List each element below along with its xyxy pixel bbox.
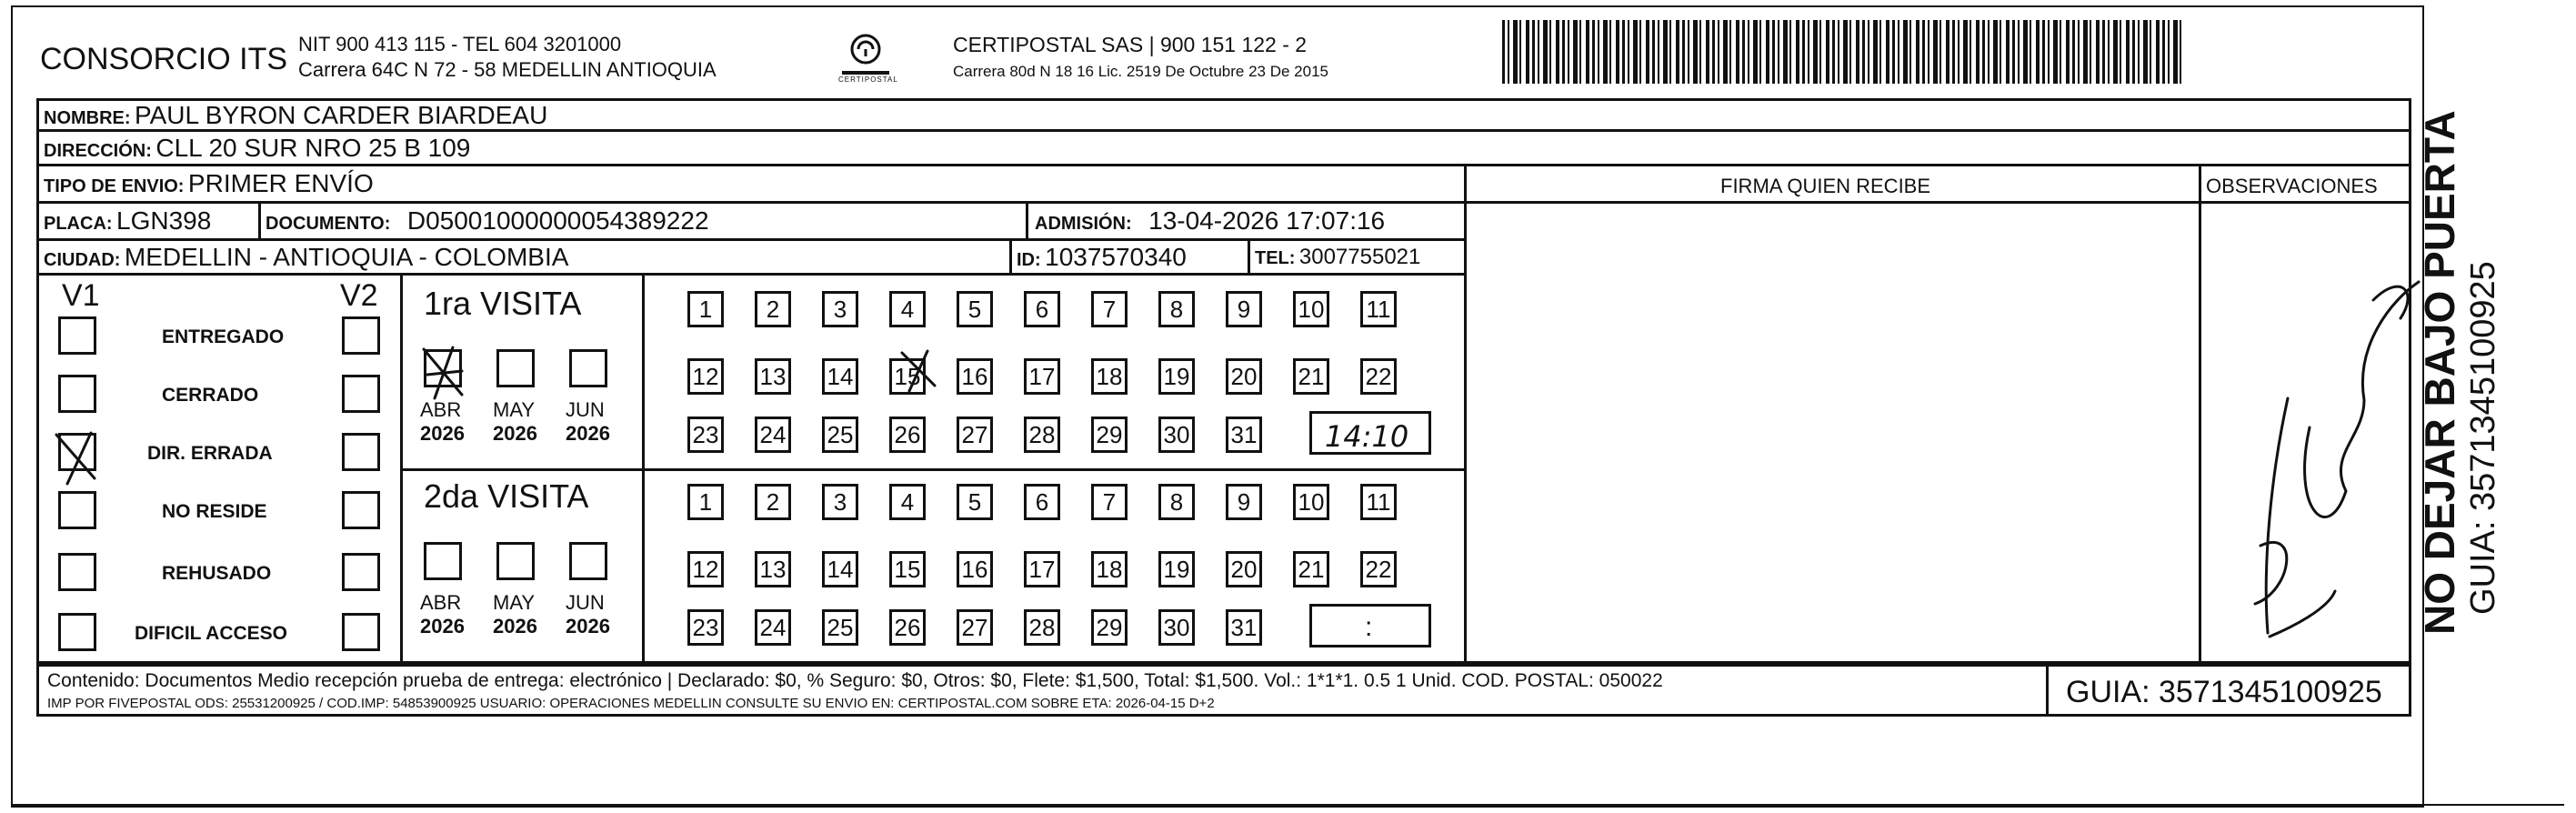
second-visit-day: 6 (1024, 484, 1060, 520)
first-visit-day: 7 (1091, 291, 1128, 327)
first-visit-day: 11 (1360, 291, 1397, 327)
first-visit-day: 20 (1226, 358, 1262, 395)
first-visit-day: 13 (755, 358, 791, 395)
v1-label: V1 (62, 278, 100, 313)
id-value: 1037570340 (1045, 243, 1187, 271)
logo-caption: CERTIPOSTAL (838, 75, 898, 84)
second-visit-day: 8 (1158, 484, 1195, 520)
second-visit-day: 20 (1226, 551, 1262, 587)
year-label: 2026 (566, 422, 610, 445)
tel-value: 3007755021 (1298, 245, 1421, 269)
second-visit-day: 21 (1293, 551, 1329, 587)
month-label: ABR (420, 398, 462, 421)
first-visit-day: 4 (889, 291, 926, 327)
first-visit-day: 19 (1158, 358, 1195, 395)
month-label: JUN (566, 398, 605, 421)
month-label: MAY (493, 591, 536, 614)
first-visit-day: 28 (1024, 417, 1060, 453)
second-visit-day: 23 (687, 609, 724, 646)
first-visit-day: 23 (687, 417, 724, 453)
year-label: 2026 (493, 422, 537, 445)
ciudad-value: MEDELLIN - ANTIOQUIA - COLOMBIA (124, 243, 569, 271)
first-visit-day: 2 (755, 291, 791, 327)
footer-line2: IMP POR FIVEPOSTAL ODS: 25531200925 / COD.IMP: 54853900925 USUARIO: OPERACIONES MEDELLIN CONSULTE SU ENVIO EN: CERTIPOSTAL.COM SOBRE ETA: 2026-04-15 D+2 (47, 696, 1215, 711)
placa-label: PLACA: (44, 214, 113, 234)
second-visit-day: 28 (1024, 609, 1060, 646)
tipo-label: TIPO DE ENVIO: (44, 176, 185, 196)
first-visit-day: 15 (889, 358, 926, 395)
documento-value: D05001000000054389222 (406, 206, 709, 235)
first-visit-day: 17 (1024, 358, 1060, 395)
second-visit-day: 13 (755, 551, 791, 587)
second-visit-day: 12 (687, 551, 724, 587)
company-nit: NIT 900 413 115 - TEL 604 3201000 (298, 33, 622, 55)
second-visit-day: 7 (1091, 484, 1128, 520)
v2-label: V2 (340, 278, 378, 313)
documento-label: DOCUMENTO: (266, 214, 391, 234)
first-visit-day: 12 (687, 358, 724, 395)
month-label: MAY (493, 398, 536, 421)
month-label: JUN (566, 591, 605, 614)
second-visit-day: 19 (1158, 551, 1195, 587)
first-visit-day: 25 (822, 417, 858, 453)
second-visit-day: 15 (889, 551, 926, 587)
direccion-value: CLL 20 SUR NRO 25 B 109 (155, 134, 471, 162)
observaciones-header: OBSERVACIONES (2206, 175, 2378, 197)
second-visit-day: 17 (1024, 551, 1060, 587)
second-visit-day: 3 (822, 484, 858, 520)
ciudad-label: CIUDAD: (44, 250, 121, 270)
first-visit-day: 22 (1360, 358, 1397, 395)
admision-value: 13-04-2026 17:07:16 (1148, 206, 1386, 235)
first-visit-day: 6 (1024, 291, 1060, 327)
second-visit-day: 14 (822, 551, 858, 587)
first-visit-title: 1ra VISITA (424, 285, 582, 322)
direccion-label: DIRECCIÓN: (44, 141, 152, 161)
tel-label: TEL: (1255, 248, 1296, 268)
side-warning: NO DEJAR BAJO PUERTA (2416, 110, 2463, 635)
first-visit-day: 8 (1158, 291, 1195, 327)
first-visit-day: 26 (889, 417, 926, 453)
admision-label: ADMISIÓN: (1035, 214, 1132, 234)
year-label: 2026 (420, 422, 465, 445)
second-visit-day: 11 (1360, 484, 1397, 520)
first-visit-day: 9 (1226, 291, 1262, 327)
firma-header: FIRMA QUIEN RECIBE (1720, 175, 1931, 197)
bottom-rule (13, 804, 2564, 806)
first-visit-day: 31 (1226, 417, 1262, 453)
second-visit-day: 22 (1360, 551, 1397, 587)
footer-guia: GUIA: 3571345100925 (2066, 675, 2382, 709)
placa-value: LGN398 (116, 206, 212, 235)
first-visit-day: 18 (1091, 358, 1128, 395)
first-visit-time: 14:10 (1325, 419, 1409, 454)
nombre-label: NOMBRE: (44, 108, 131, 128)
second-visit-day: 5 (957, 484, 993, 520)
status-label: ENTREGADO (162, 326, 285, 347)
first-visit-day: 16 (957, 358, 993, 395)
courier-address: Carrera 80d N 18 16 Lic. 2519 De Octubre 23 De 2015 (953, 63, 1328, 80)
first-visit-day: 3 (822, 291, 858, 327)
second-visit-day: 10 (1293, 484, 1329, 520)
company-name: CONSORCIO ITS (40, 42, 288, 76)
second-visit-day: 18 (1091, 551, 1128, 587)
company-address: Carrera 64C N 72 - 58 MEDELLIN ANTIOQUIA (298, 58, 717, 81)
nombre-value: PAUL BYRON CARDER BIARDEAU (135, 101, 548, 129)
year-label: 2026 (420, 615, 465, 637)
side-guia: GUIA: 3571345100925 (2464, 261, 2502, 615)
year-label: 2026 (566, 615, 610, 637)
first-visit-day: 14 (822, 358, 858, 395)
courier-name: CERTIPOSTAL SAS | 900 151 122 - 2 (953, 33, 1308, 56)
first-visit-day: 27 (957, 417, 993, 453)
year-label: 2026 (493, 615, 537, 637)
second-visit-day: 24 (755, 609, 791, 646)
first-visit-day: 24 (755, 417, 791, 453)
status-label: DIR. ERRADA (147, 443, 273, 464)
second-visit-day: 2 (755, 484, 791, 520)
month-label: ABR (420, 591, 462, 614)
first-visit-day: 5 (957, 291, 993, 327)
second-visit-day: 27 (957, 609, 993, 646)
second-visit-time: : (1365, 612, 1373, 642)
second-visit-day: 25 (822, 609, 858, 646)
second-visit-day: 26 (889, 609, 926, 646)
id-label: ID: (1017, 250, 1041, 270)
second-visit-day: 30 (1158, 609, 1195, 646)
second-visit-day: 4 (889, 484, 926, 520)
second-visit-day: 1 (687, 484, 724, 520)
second-visit-day: 31 (1226, 609, 1262, 646)
tipo-value: PRIMER ENVÍO (187, 169, 374, 197)
second-visit-day: 9 (1226, 484, 1262, 520)
footer-line1: Contenido: Documentos Medio recepción prueba de entrega: electrónico | Declarado: $0, % Seguro: $0, Otros: $0, Flete: $1,500, Total: $1,500. Vol.: 1*1*1. 0.5 1 Unid. COD. POSTAL: 050022 (47, 670, 1663, 691)
status-label: REHUSADO (162, 563, 272, 584)
status-label: NO RESIDE (162, 501, 267, 522)
first-visit-day: 30 (1158, 417, 1195, 453)
first-visit-day: 1 (687, 291, 724, 327)
first-visit-day: 29 (1091, 417, 1128, 453)
first-visit-day: 10 (1293, 291, 1329, 327)
status-label: DIFICIL ACCESO (135, 623, 288, 644)
first-visit-day: 21 (1293, 358, 1329, 395)
second-visit-day: 16 (957, 551, 993, 587)
status-label: CERRADO (162, 385, 259, 406)
second-visit-title: 2da VISITA (424, 477, 589, 515)
second-visit-day: 29 (1091, 609, 1128, 646)
